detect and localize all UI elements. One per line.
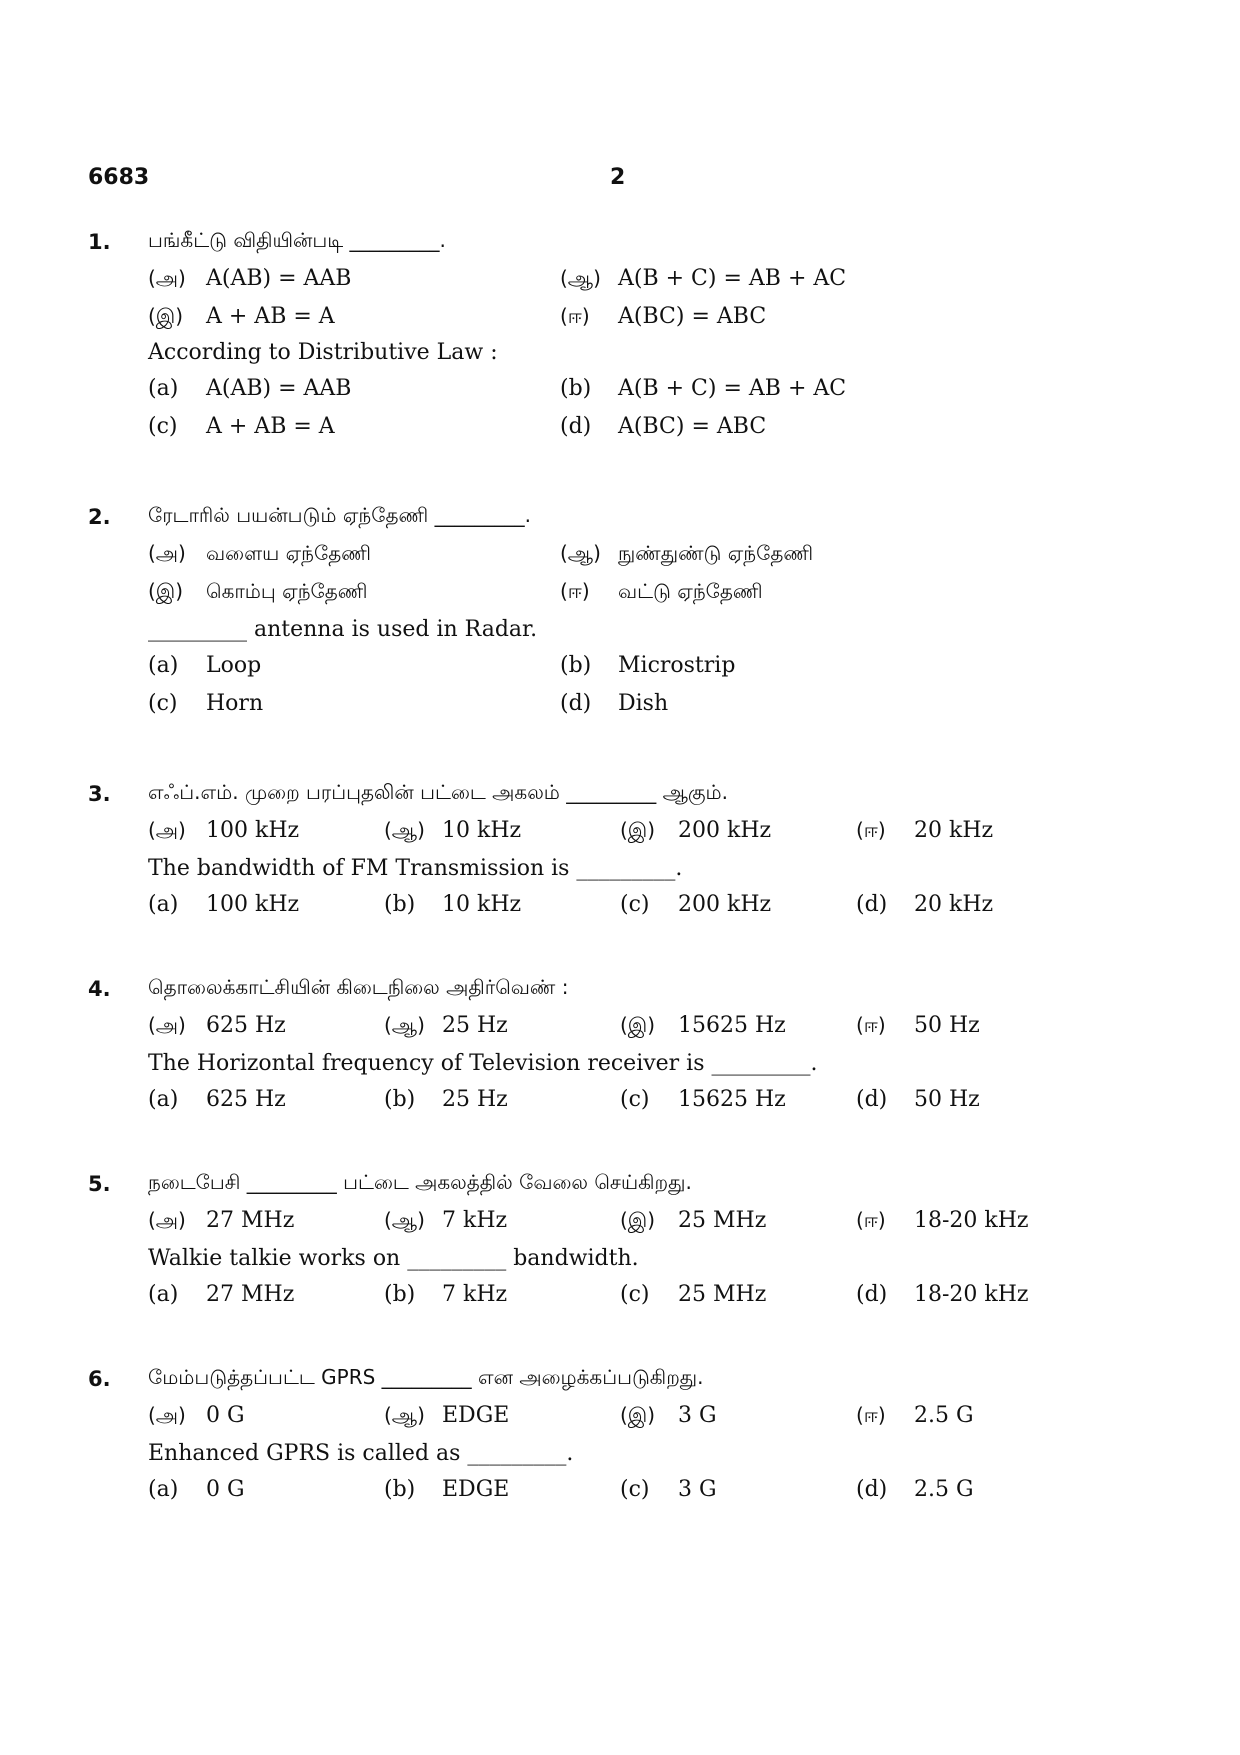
option-text: 20 kHz bbox=[914, 818, 994, 843]
question-stem-tamil: பங்கீட்டு விதியின்படி _________. bbox=[148, 228, 446, 252]
option-label: (அ) bbox=[148, 1208, 186, 1232]
option-text: 20 kHz bbox=[914, 892, 994, 917]
option-text: A(AB) = AAB bbox=[206, 376, 352, 401]
option-label: (அ) bbox=[148, 266, 186, 290]
option-text: 3 G bbox=[678, 1477, 717, 1502]
option-text: 2.5 G bbox=[914, 1477, 974, 1502]
option-text: Microstrip bbox=[618, 653, 736, 678]
option-label: (இ) bbox=[620, 818, 656, 842]
question-stem-tamil: நடைபேசி _________ பட்டை அகலத்தில் வேலை செய்கிறது. bbox=[148, 1170, 692, 1194]
option-text: 15625 Hz bbox=[678, 1087, 786, 1112]
option-label: (ஈ) bbox=[856, 818, 886, 842]
question-number: 4. bbox=[88, 977, 111, 1001]
question-2 bbox=[88, 503, 1168, 729]
option-text: 7 kHz bbox=[442, 1208, 508, 1233]
question-5 bbox=[88, 1170, 1168, 1320]
option-label: (d) bbox=[560, 414, 592, 439]
option-text: A(BC) = ABC bbox=[618, 304, 767, 329]
option-label: (d) bbox=[856, 1087, 888, 1112]
option-text: 3 G bbox=[678, 1403, 717, 1428]
question-6 bbox=[88, 1365, 1168, 1515]
option-text: A(B + C) = AB + AC bbox=[618, 376, 847, 401]
option-text: நுண்துண்டு ஏந்தேணி bbox=[618, 541, 814, 565]
option-label: (ஈ) bbox=[856, 1013, 886, 1037]
option-label: (a) bbox=[148, 892, 179, 917]
option-label: (a) bbox=[148, 653, 179, 678]
question-stem-english: The bandwidth of FM Transmission is _________. bbox=[148, 856, 683, 881]
question-stem-tamil: ரேடாரில் பயன்படும் ஏந்தேணி _________. bbox=[148, 503, 531, 527]
question-stem-tamil: மேம்படுத்தப்பட்ட GPRS _________ என அழைக்கப்படுகிறது. bbox=[148, 1365, 704, 1389]
option-label: (b) bbox=[384, 892, 416, 917]
option-label: (d) bbox=[856, 1477, 888, 1502]
option-label: (b) bbox=[560, 653, 592, 678]
option-label: (இ) bbox=[148, 579, 184, 603]
option-label: (அ) bbox=[148, 541, 186, 565]
option-label: (இ) bbox=[620, 1208, 656, 1232]
option-text: வட்டு ஏந்தேணி bbox=[618, 579, 763, 603]
question-stem-tamil: எஃப்.எம். முறை பரப்புதலின் பட்டை அகலம் _________ ஆகும். bbox=[148, 780, 729, 804]
question-4 bbox=[88, 975, 1168, 1125]
option-text: 10 kHz bbox=[442, 892, 522, 917]
option-label: (c) bbox=[620, 1282, 650, 1307]
option-label: (b) bbox=[560, 376, 592, 401]
option-text: EDGE bbox=[442, 1403, 510, 1428]
option-text: Dish bbox=[618, 691, 669, 716]
option-text: Horn bbox=[206, 691, 264, 716]
option-label: (d) bbox=[856, 892, 888, 917]
option-text: 15625 Hz bbox=[678, 1013, 786, 1038]
question-number: 3. bbox=[88, 782, 111, 806]
option-label: (a) bbox=[148, 1087, 179, 1112]
option-text: 25 MHz bbox=[678, 1282, 767, 1307]
question-stem-tamil: தொலைக்காட்சியின் கிடைநிலை அதிர்வெண் : bbox=[148, 975, 569, 999]
option-text: 25 Hz bbox=[442, 1013, 508, 1038]
option-label: (ஆ) bbox=[384, 1013, 425, 1037]
option-text: 625 Hz bbox=[206, 1087, 286, 1112]
option-label: (c) bbox=[620, 892, 650, 917]
option-text: 25 Hz bbox=[442, 1087, 508, 1112]
option-text: 18-20 kHz bbox=[914, 1208, 1029, 1233]
option-label: (ஆ) bbox=[560, 266, 601, 290]
option-text: கொம்பு ஏந்தேணி bbox=[206, 579, 368, 603]
option-label: (ஆ) bbox=[384, 818, 425, 842]
option-label: (c) bbox=[620, 1087, 650, 1112]
option-label: (c) bbox=[148, 414, 178, 439]
question-number: 1. bbox=[88, 230, 111, 254]
option-text: Loop bbox=[206, 653, 262, 678]
option-text: 0 G bbox=[206, 1477, 245, 1502]
option-label: (b) bbox=[384, 1282, 416, 1307]
option-label: (a) bbox=[148, 1282, 179, 1307]
option-text: 27 MHz bbox=[206, 1282, 295, 1307]
option-text: வளைய ஏந்தேணி bbox=[206, 541, 371, 565]
question-stem-english: The Horizontal frequency of Television receiver is _________. bbox=[148, 1051, 818, 1076]
option-text: 100 kHz bbox=[206, 892, 300, 917]
option-label: (ஆ) bbox=[384, 1403, 425, 1427]
question-1 bbox=[88, 228, 1168, 452]
question-stem-english: Enhanced GPRS is called as _________. bbox=[148, 1441, 574, 1466]
option-text: 50 Hz bbox=[914, 1013, 980, 1038]
option-label: (b) bbox=[384, 1087, 416, 1112]
option-text: 200 kHz bbox=[678, 818, 772, 843]
option-text: 0 G bbox=[206, 1403, 245, 1428]
option-text: 18-20 kHz bbox=[914, 1282, 1029, 1307]
option-text: A + AB = A bbox=[206, 304, 335, 329]
option-label: (ஈ) bbox=[856, 1403, 886, 1427]
option-label: (c) bbox=[148, 691, 178, 716]
option-label: (இ) bbox=[148, 304, 184, 328]
option-label: (அ) bbox=[148, 1403, 186, 1427]
option-label: (ஆ) bbox=[560, 541, 601, 565]
question-stem-english: _________ antenna is used in Radar. bbox=[148, 617, 538, 642]
paper-code: 6683 bbox=[88, 165, 150, 190]
option-text: A + AB = A bbox=[206, 414, 335, 439]
option-label: (ஈ) bbox=[856, 1208, 886, 1232]
option-label: (d) bbox=[560, 691, 592, 716]
option-text: 25 MHz bbox=[678, 1208, 767, 1233]
option-label: (a) bbox=[148, 376, 179, 401]
option-label: (ஆ) bbox=[384, 1208, 425, 1232]
option-text: 10 kHz bbox=[442, 818, 522, 843]
option-label: (இ) bbox=[620, 1013, 656, 1037]
question-stem-english: Walkie talkie works on _________ bandwidth. bbox=[148, 1246, 639, 1271]
option-text: EDGE bbox=[442, 1477, 510, 1502]
option-label: (a) bbox=[148, 1477, 179, 1502]
option-label: (இ) bbox=[620, 1403, 656, 1427]
option-label: (ஈ) bbox=[560, 304, 590, 328]
option-text: 50 Hz bbox=[914, 1087, 980, 1112]
option-text: A(BC) = ABC bbox=[618, 414, 767, 439]
option-text: 200 kHz bbox=[678, 892, 772, 917]
option-text: 100 kHz bbox=[206, 818, 300, 843]
question-stem-english: According to Distributive Law : bbox=[148, 340, 498, 365]
question-number: 2. bbox=[88, 505, 111, 529]
option-text: 27 MHz bbox=[206, 1208, 295, 1233]
page-header bbox=[88, 165, 1148, 195]
option-text: 2.5 G bbox=[914, 1403, 974, 1428]
question-number: 6. bbox=[88, 1367, 111, 1391]
option-text: 7 kHz bbox=[442, 1282, 508, 1307]
option-text: A(B + C) = AB + AC bbox=[618, 266, 847, 291]
option-label: (c) bbox=[620, 1477, 650, 1502]
option-text: 625 Hz bbox=[206, 1013, 286, 1038]
question-number: 5. bbox=[88, 1172, 111, 1196]
option-label: (d) bbox=[856, 1282, 888, 1307]
question-3 bbox=[88, 780, 1168, 930]
option-label: (அ) bbox=[148, 818, 186, 842]
page-number: 2 bbox=[610, 165, 626, 190]
option-label: (b) bbox=[384, 1477, 416, 1502]
option-text: A(AB) = AAB bbox=[206, 266, 352, 291]
option-label: (அ) bbox=[148, 1013, 186, 1037]
option-label: (ஈ) bbox=[560, 579, 590, 603]
